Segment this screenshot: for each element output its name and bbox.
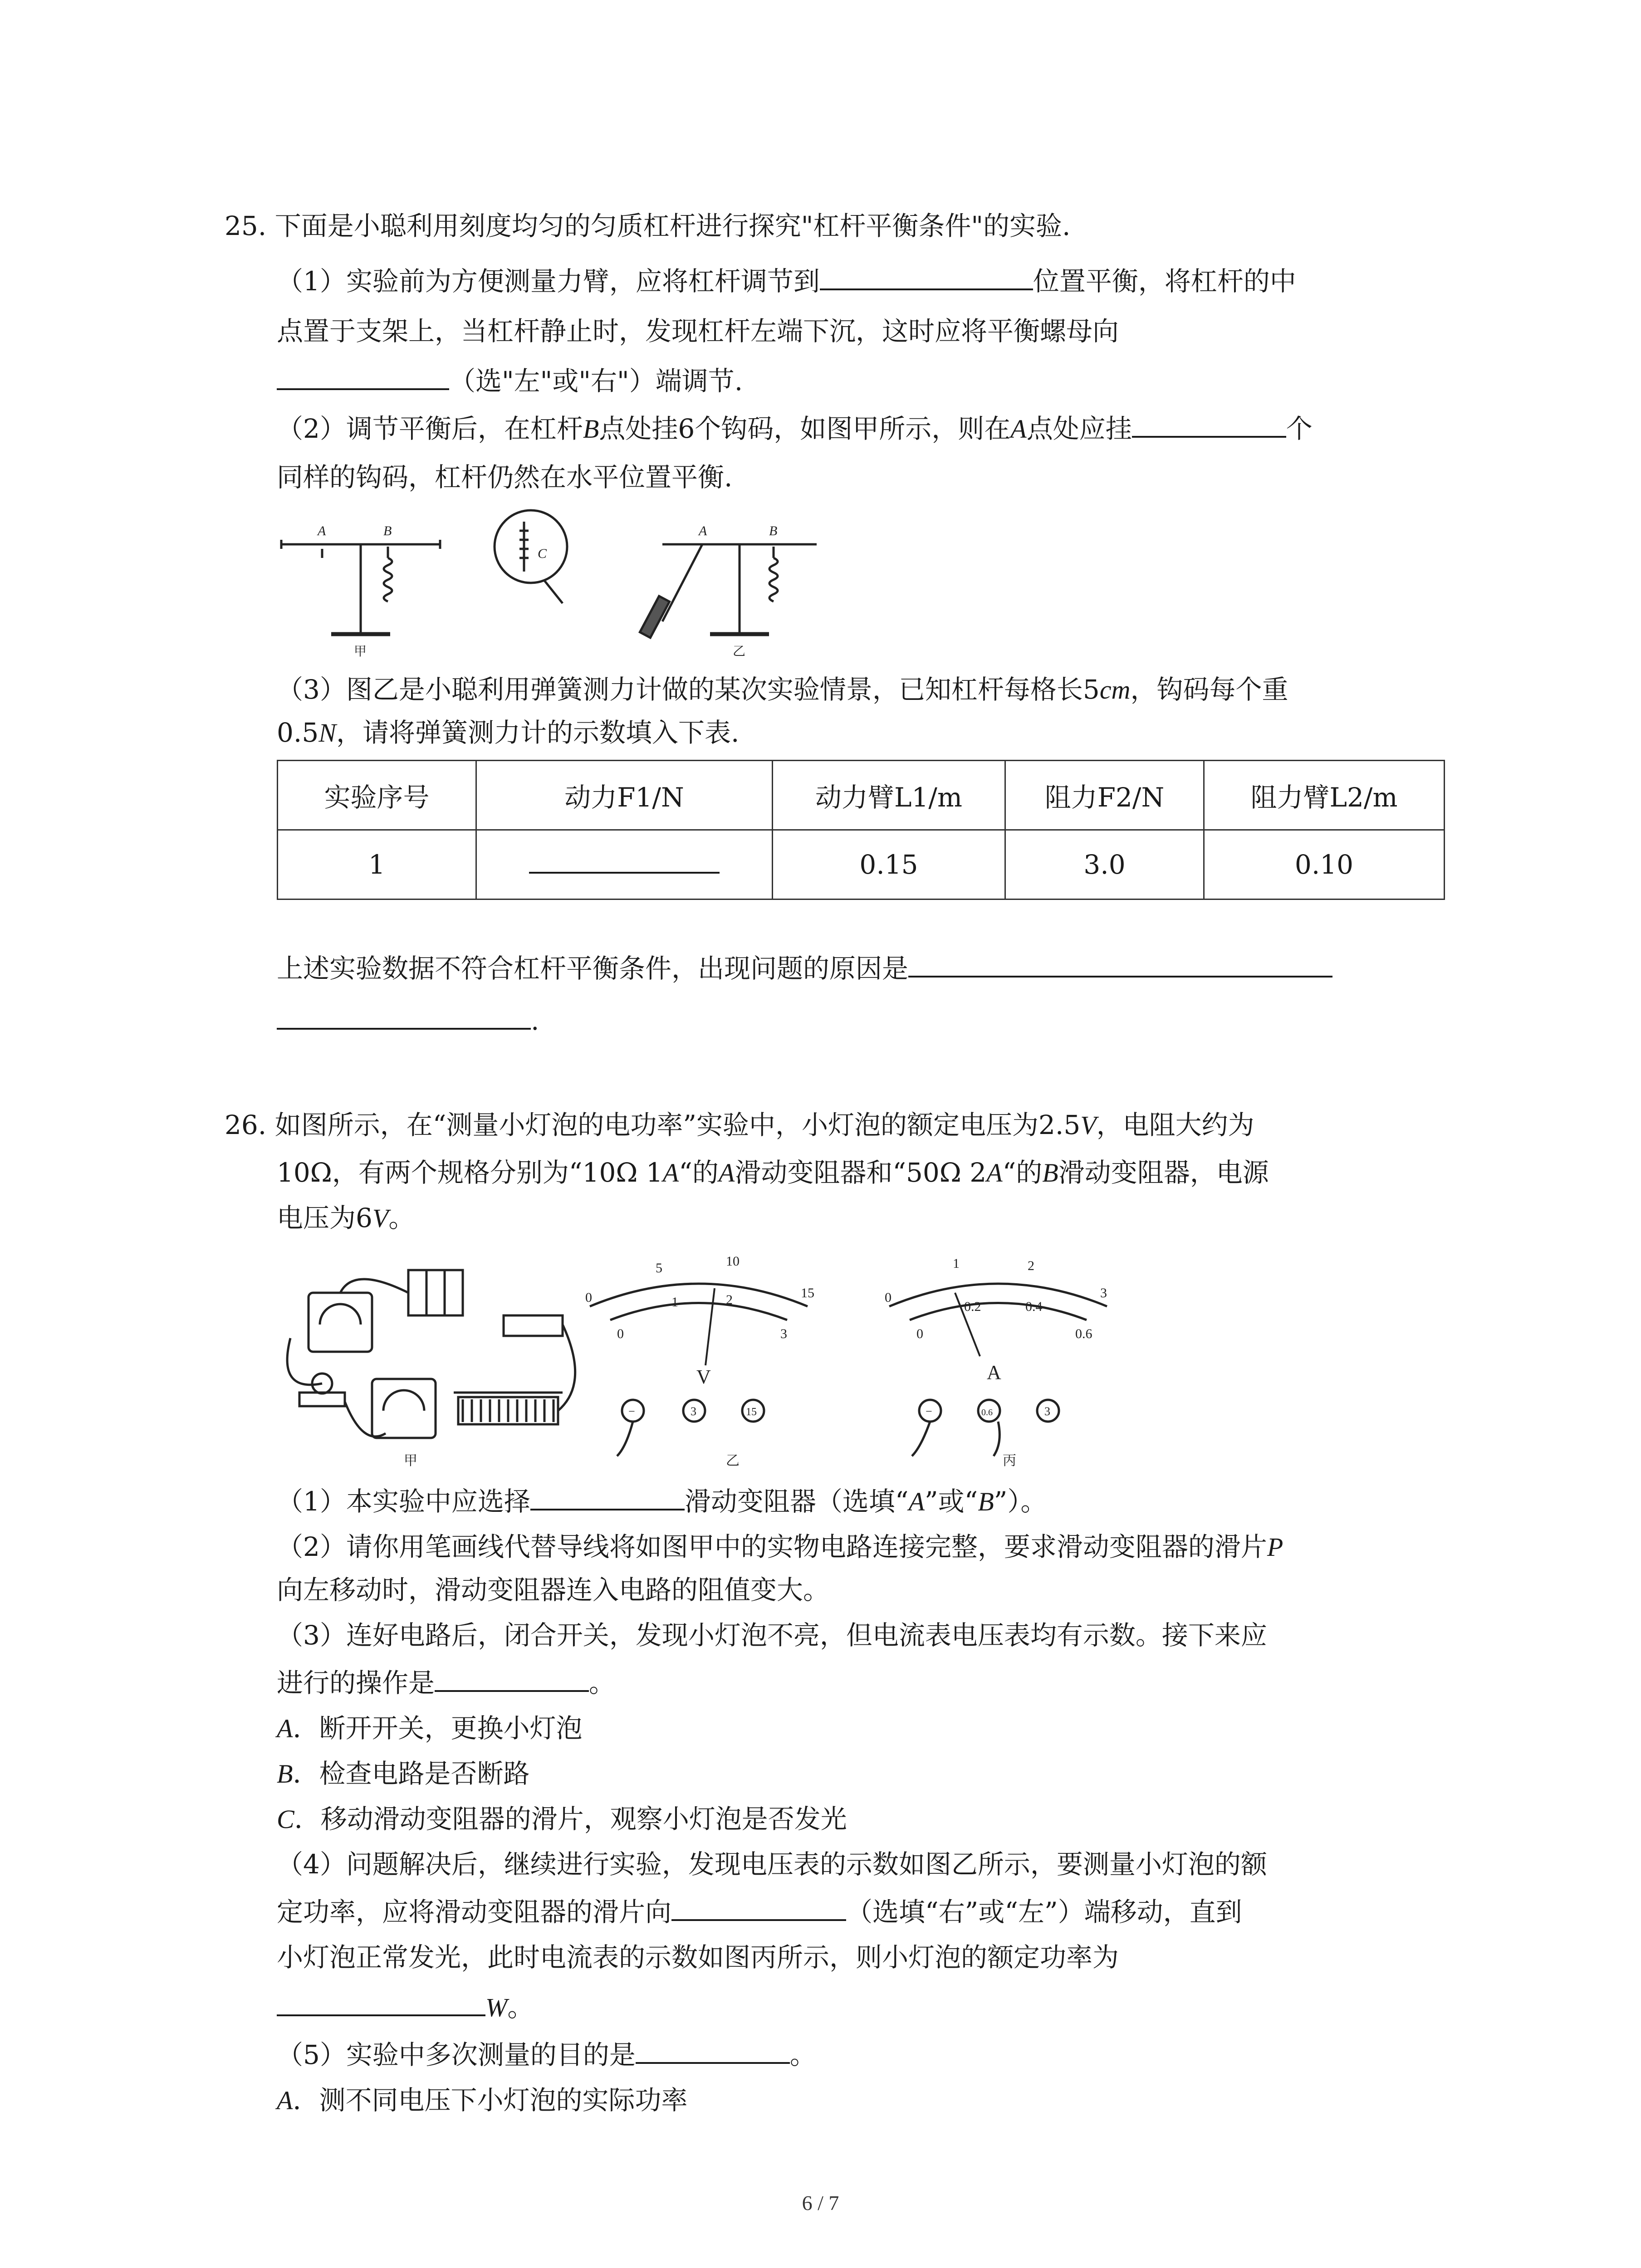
q26-s4-text-a: （4）问题解决后，继续进行实验，发现电压表的示数如图乙所示，要测量小灯泡的额: [277, 1849, 1267, 1880]
q25-p4-line1: [277, 950, 1332, 987]
q26-stem-g: 滑动变阻器，电源: [1058, 1157, 1269, 1188]
q26-opt3-a[interactable]: [277, 1710, 582, 1747]
q26-stem-f: “的: [1002, 1157, 1043, 1188]
answer-blank-q26-4[interactable]: [671, 1894, 846, 1921]
table-header: 阻力臂L2/m: [1204, 761, 1445, 830]
option-text: ．断开开关，更换小灯泡: [293, 1713, 583, 1744]
q26-stem-a: 如图所示，在“测量小灯泡的电功率”实验中，小灯泡的额定电压为2.5: [274, 1110, 1081, 1140]
q25-p1-text-d: （选"左"或"右"）端调节.: [449, 366, 743, 396]
amp-top-2: 2: [1028, 1258, 1034, 1273]
q26-s2-var-p: P: [1267, 1532, 1283, 1562]
q26-s1-text-a: （1）本实验中应选择: [277, 1486, 530, 1517]
q26-stem-b: ，电阻大约为: [1096, 1110, 1254, 1140]
q26-s3-line2: [277, 1665, 615, 1701]
q26-s4-text-e: 。: [507, 1992, 534, 2023]
amp-bottom-02: 0.2: [964, 1299, 981, 1314]
answer-blank-q26-1[interactable]: [530, 1483, 685, 1510]
q26-s2-text-b: 向左移动时，滑动变阻器连入电路的阻值变大。: [277, 1574, 830, 1605]
q25-p1-text-c: 点置于支架上，当杠杆静止时，发现杠杆左端下沉，这时应将平衡螺母向: [277, 316, 1119, 347]
q26-s3-line1: [277, 1617, 1267, 1653]
q25-p3-text-c: 0.5: [277, 717, 319, 748]
ammeter-device: [372, 1379, 436, 1438]
q26-s5-text-a: （5）实验中多次测量的目的是: [277, 2039, 636, 2070]
q25-p2-text-f: 个: [1286, 413, 1313, 444]
answer-blank-q25-2[interactable]: [277, 363, 449, 390]
table-cell: 0.10: [1204, 830, 1445, 899]
q25-stem: [225, 208, 1070, 244]
q25-p3-unit-cm: cm: [1099, 675, 1131, 704]
fig-label-bing: 丙: [1003, 1453, 1016, 1469]
lever-label-c: C: [538, 546, 547, 561]
q26-unit-a1: A: [662, 1158, 679, 1188]
q26-stem-d: “的: [679, 1157, 719, 1188]
volt-term-neg: −: [628, 1405, 635, 1418]
q26-s1: [277, 1483, 1047, 1520]
answer-blank-q26-5[interactable]: [277, 1989, 485, 2016]
table-cell: 3.0: [1005, 830, 1204, 899]
q26-opt5-a[interactable]: [277, 2082, 687, 2119]
q25-p2-text-g: 同样的钩码，杠杆仍然在水平位置平衡.: [277, 462, 733, 493]
q25-p1-line2: [277, 313, 1119, 349]
q26-s3-text-c: 。: [589, 1667, 616, 1698]
volt-bottom-1: 1: [671, 1295, 678, 1310]
amp-term-3: 3: [1044, 1405, 1050, 1418]
volt-top-0: 0: [585, 1290, 592, 1305]
volt-bottom-0: 0: [617, 1326, 624, 1341]
q26-opt3-c[interactable]: [277, 1801, 847, 1838]
volt-top-5: 5: [656, 1261, 662, 1276]
q25-p3-line2: [277, 714, 739, 751]
option-text: ．移动滑动变阻器的滑片，观察小灯泡是否发光: [294, 1804, 847, 1834]
voltmeter-device: [309, 1293, 372, 1352]
circuit-figure: [272, 1247, 1180, 1479]
table-row: [278, 830, 1445, 899]
amp-bottom-04: 0.4: [1025, 1299, 1043, 1314]
option-key: B: [277, 1759, 293, 1789]
q26-s1-text-d: ”）。: [994, 1486, 1047, 1517]
q26-s2-text-a: （2）请你用笔画线代替导线将如图甲中的实物电路连接完整，要求滑动变阻器的滑片: [277, 1531, 1267, 1562]
battery-device: [408, 1270, 463, 1315]
q25-p2-var-a: A: [1010, 414, 1027, 444]
q25-p3-text-a: （3）图乙是小聪利用弹簧测力计做的某次实验情景，已知杠杆每格长5: [277, 674, 1100, 705]
q26-s3-text-b: 进行的操作是: [277, 1667, 435, 1698]
volt-bottom-3: 3: [780, 1326, 787, 1341]
lever-label-a: A: [318, 523, 326, 538]
q26-var-b: B: [1042, 1158, 1058, 1188]
table-cell: 1: [278, 830, 476, 899]
amp-term-neg: −: [926, 1405, 932, 1418]
fig-label-yi: 乙: [733, 644, 746, 658]
q25-p3-text-d: ，请将弹簧测力计的示数填入下表.: [336, 717, 740, 748]
volt-bottom-2: 2: [726, 1292, 733, 1307]
amp-top-3: 3: [1100, 1286, 1107, 1300]
q25-p2-text-a: （2）调节平衡后，在杠杆: [277, 413, 583, 444]
answer-blank-q26-3[interactable]: [435, 1665, 589, 1692]
q25-p1-text-b: 位置平衡，将杠杆的中: [1033, 266, 1296, 297]
q25-p3-text-b: ，钩码每个重: [1130, 674, 1288, 705]
q25-p3-unit-n: N: [318, 718, 336, 748]
answer-blank-q25-table[interactable]: [529, 849, 720, 874]
lever-label-a2: A: [699, 523, 707, 538]
q26-stem-c: 10Ω，有两个规格分别为“10Ω 1: [277, 1157, 663, 1188]
q26-opt3-b[interactable]: [277, 1755, 529, 1792]
q26-stem-line3: [277, 1200, 415, 1237]
answer-blank-q26-6[interactable]: [636, 2037, 790, 2064]
switch-device: [504, 1315, 563, 1336]
table-header: 阻力F2/N: [1005, 761, 1204, 830]
q25-p1-text-a: （1）实验前为方便测量力臂，应将杠杆调节到: [277, 266, 820, 297]
q26-s1-text-c: ”或“: [925, 1486, 978, 1517]
q26-s4-line2: [277, 1894, 1242, 1930]
page-number: 6 / 7: [802, 2191, 839, 2214]
q26-s4-line3: [277, 1939, 1119, 1975]
q26-s4-text-c: （选填“右”或“左”）端移动，直到: [846, 1897, 1242, 1927]
table-header: 实验序号: [278, 761, 476, 830]
q26-stem-line2: [277, 1154, 1269, 1191]
table-cell-blank[interactable]: [476, 830, 773, 899]
amp-symbol: A: [987, 1361, 1001, 1383]
answer-blank-q25-4[interactable]: [908, 950, 1332, 978]
option-text: ．检查电路是否断路: [293, 1758, 530, 1789]
q25-p2-line1: [277, 411, 1313, 447]
q26-s5: [277, 2037, 816, 2073]
answer-blank-q25-1[interactable]: [820, 263, 1033, 290]
table-header-row: [278, 761, 1445, 830]
lever-label-b: B: [383, 523, 392, 538]
option-text: ．测不同电压下小灯泡的实际功率: [293, 2085, 688, 2116]
q25-p2-line2: [277, 459, 732, 495]
q25-p1-line1: [277, 263, 1296, 299]
q25-p1-line3: [277, 363, 743, 399]
answer-blank-q25-5[interactable]: [277, 1002, 531, 1030]
option-key: A: [277, 2086, 293, 2115]
q26-stem-e: 滑动变阻器和“50Ω 2: [735, 1157, 987, 1188]
q26-stem-line1: [225, 1107, 1254, 1144]
amp-top-0: 0: [885, 1290, 892, 1305]
table-cell: 0.15: [773, 830, 1005, 899]
q26-var-a: A: [718, 1158, 735, 1188]
amp-top-1: 1: [953, 1256, 960, 1271]
q26-s1-var-a: A: [908, 1487, 925, 1516]
data-table: [277, 760, 1445, 900]
volt-term-3: 3: [691, 1405, 696, 1418]
table-header: 动力F1/N: [476, 761, 773, 830]
q26-s1-var-b: B: [978, 1487, 994, 1516]
volt-term-15: 15: [746, 1406, 757, 1418]
q25-number: 25.: [225, 210, 267, 241]
q25-p4-text-b: .: [531, 1005, 539, 1036]
q26-number: 26.: [225, 1110, 267, 1140]
q25-p2-text-c: 点处挂6个钩码，如图甲所示，则在: [599, 413, 1011, 444]
fig-label-jia: 甲: [354, 644, 367, 658]
q26-s4-unit-w: W: [485, 1993, 508, 2022]
option-key: C: [277, 1804, 294, 1834]
q26-s5-text-b: 。: [789, 2039, 816, 2070]
q26-s2-line1: [277, 1529, 1283, 1565]
lever-figure: [272, 508, 898, 658]
option-key: A: [277, 1714, 293, 1743]
q25-p4-text-a: 上述实验数据不符合杠杆平衡条件，出现问题的原因是: [277, 953, 909, 984]
q26-stem-i: 。: [388, 1202, 415, 1233]
q26-s4-text-b: 定功率，应将滑动变阻器的滑片向: [277, 1897, 672, 1927]
q25-stem-text: 下面是小聪利用刻度均匀的匀质杠杆进行探究"杠杆平衡条件"的实验.: [274, 210, 1071, 241]
q26-s3-text-a: （3）连好电路后，闭合开关，发现小灯泡不亮，但电流表电压表均有示数。接下来应: [277, 1620, 1267, 1651]
q26-stem-h: 电压为6: [277, 1202, 372, 1233]
amp-bottom-06: 0.6: [1075, 1326, 1092, 1341]
volt-top-15: 15: [801, 1286, 814, 1300]
q25-p3-line1: [277, 671, 1288, 708]
amp-bottom-0: 0: [916, 1326, 923, 1341]
q26-s4-line4: [277, 1989, 534, 2026]
q26-s2-line2: [277, 1572, 829, 1608]
table-header: 动力臂L1/m: [773, 761, 1005, 830]
q25-p2-text-e: 点处应挂: [1026, 413, 1132, 444]
fig-label-yi: 乙: [726, 1453, 740, 1469]
answer-blank-q25-3[interactable]: [1132, 411, 1286, 438]
lever-label-b2: B: [769, 523, 778, 538]
q26-unit-v2: V: [372, 1203, 389, 1233]
fig-label-jia: 甲: [404, 1453, 417, 1469]
q26-s1-text-b: 滑动变阻器（选填“: [684, 1486, 909, 1517]
q25-p4-line2: [277, 1002, 539, 1039]
q25-p2-var-b: B: [583, 414, 599, 444]
volt-symbol: V: [696, 1366, 711, 1388]
q26-s4-text-d: 小灯泡正常发光，此时电流表的示数如图丙所示，则小灯泡的额定功率为: [277, 1942, 1119, 1973]
q26-s4-line1: [277, 1846, 1267, 1882]
q26-unit-v: V: [1080, 1110, 1097, 1140]
volt-top-10: 10: [726, 1254, 740, 1269]
amp-term-06: 0.6: [981, 1408, 993, 1418]
q26-unit-a3: A: [986, 1158, 1003, 1188]
